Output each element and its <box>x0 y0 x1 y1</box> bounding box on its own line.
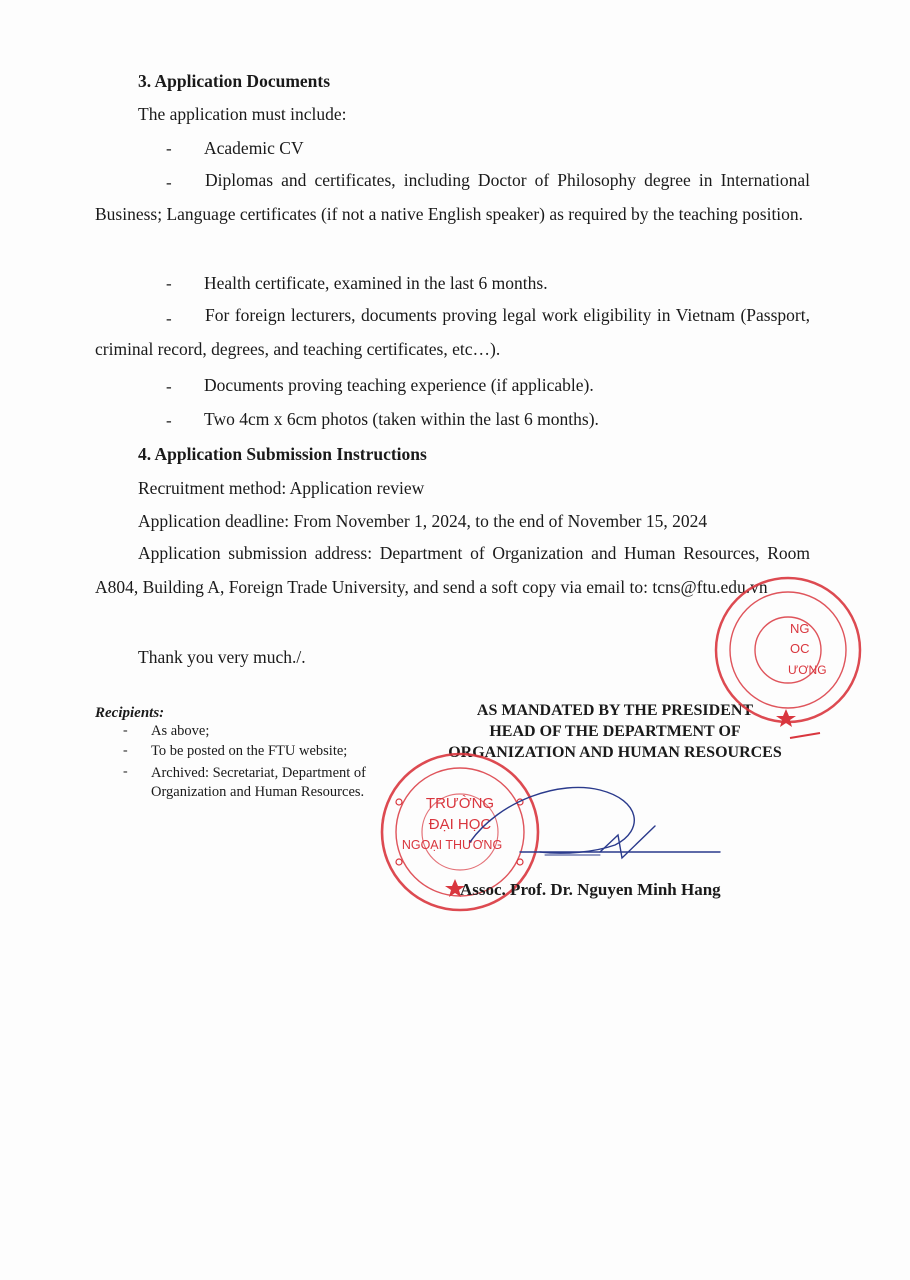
application-deadline: Application deadline: From November 1, 2024, to the end of November 15, 2024 <box>138 511 708 531</box>
signature-department-line: ORGANIZATION AND HUMAN RESOURCES <box>448 744 782 761</box>
closing-line: Thank you very much./. <box>138 647 306 667</box>
section-3-heading: 3. Application Documents <box>138 71 331 91</box>
list-item-academic-cv: Academic CV <box>204 138 304 158</box>
bullet-dash: - <box>123 723 128 738</box>
recipient-item: Archived: Secretariat, Department of Organization and Human Resources. <box>151 765 366 800</box>
signature-mandate-line: AS MANDATED BY THE PRESIDENT <box>476 702 754 719</box>
list-item-foreign-lecturers: For foreign lecturers, documents proving legal work eligibility in Vietnam (Passport, criminal record, degrees, and teaching certificates, etc…). <box>95 305 810 359</box>
handwritten-signature-icon <box>470 787 720 858</box>
list-item-teaching-experience: Documents proving teaching experience (if applicable). <box>204 375 594 395</box>
recipient-item: To be posted on the FTU website; <box>151 743 348 759</box>
bullet-dash: - <box>123 743 128 758</box>
partial-stamp-text: ƯƠNG <box>788 663 827 677</box>
recipients-title: Recipients: <box>95 705 165 721</box>
section-4-heading: 4. Application Submission Instructions <box>138 444 427 464</box>
list-item-diplomas: Diplomas and certificates, including Doctor of Philosophy degree in International Business; Language certificates (if not a native English speaker) as required by the teaching position. <box>95 170 810 224</box>
stamp-text-line: NGOẠI THƯƠNG <box>401 838 503 852</box>
bullet-dash: - <box>123 764 128 779</box>
signer-name: Assoc. Prof. Dr. Nguyen Minh Hang <box>460 880 721 899</box>
signature-title-line: HEAD OF THE DEPARTMENT OF <box>489 723 741 740</box>
bullet-dash: - <box>166 377 172 396</box>
bullet-dash: - <box>166 173 172 192</box>
bullet-dash: - <box>166 139 172 158</box>
list-item-health: Health certificate, examined in the last 6 months. <box>204 273 548 293</box>
bullet-dash: - <box>166 411 172 430</box>
list-item-photos: Two 4cm x 6cm photos (taken within the last 6 months). <box>204 409 599 429</box>
recruitment-method: Recruitment method: Application review <box>138 478 425 498</box>
section-3-intro: The application must include: <box>138 104 347 124</box>
partial-stamp-icon <box>716 578 860 738</box>
submission-address: Application submission address: Department of Organization and Human Resources, Room A804, Building A, Foreign Trade University, and send a soft copy via email to: tcns@ftu.edu.vn <box>95 543 810 597</box>
stamp-text-line: ĐẠI HỌC <box>428 816 492 833</box>
stamp-text-line: TRƯỜNG <box>425 795 495 812</box>
bullet-dash: - <box>166 309 172 328</box>
recipient-item: As above; <box>151 723 210 739</box>
partial-stamp-text: OC <box>790 641 810 656</box>
partial-stamp-text: NG <box>790 621 810 636</box>
bullet-dash: - <box>166 274 172 293</box>
